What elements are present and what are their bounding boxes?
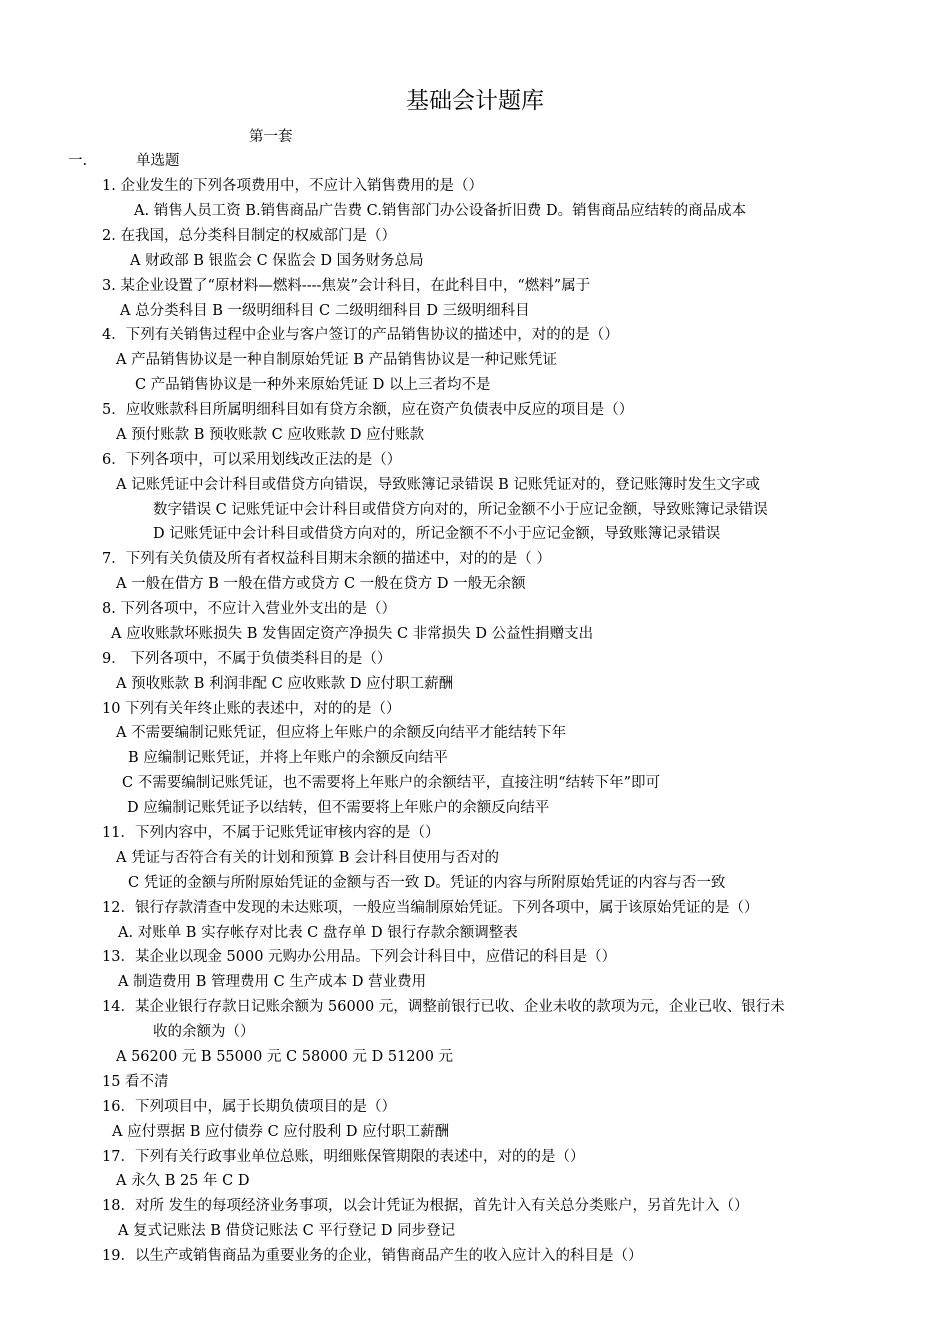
option-line: B 应编制记账凭证，并将上年账户的余额反向结平 [128, 750, 448, 766]
question-line: 19．以生产或销售商品为重要业务的企业，销售商品产生的收入应计入的科目是（） [102, 1248, 643, 1264]
question-line: 7．下列有关负债及所有者权益科目期末余额的描述中，对的的是（ ） [102, 551, 551, 567]
section-number: 一. [68, 153, 88, 169]
option-line: A 财政部 B 银监会 C 保监会 D 国务财务总局 [130, 253, 424, 269]
question-line: 11．下列内容中，不属于记账凭证审核内容的是（） [102, 825, 440, 841]
question-line: 12．银行存款清查中发现的未达账项，一般应当编制原始凭证。下列各项中，属于该原始凭证的是（） [102, 900, 759, 916]
question-line: 5．应收账款科目所属明细科目如有贷方余额，应在资产负债表中反应的项目是（） [102, 402, 634, 418]
section-title: 单选题 [136, 153, 180, 169]
option-line: A 预付账款 B 预收账款 C 应收账款 D 应付账款 [116, 427, 425, 443]
question-line: 8. 下列各项中，不应计入营业外支出的是（） [102, 601, 396, 617]
question-line: 18．对所 发生的每项经济业务事项，以会计凭证为根据，首先计入有关总分类账户，另首先计入（） [102, 1198, 749, 1214]
question-line: 16．下列项目中，属于长期负债项目的是（） [102, 1099, 396, 1115]
option-line: A 一般在借方 B 一般在借方或贷方 C 一般在贷方 D 一般无余额 [116, 576, 526, 592]
option-line: A 预收账款 B 利润非配 C 应收账款 D 应付职工薪酬 [116, 676, 454, 692]
option-line: D 记账凭证中会计科目或借贷方向对的，所记金额不不小于应记金额，导致账簿记录错误 [153, 526, 721, 542]
option-line: A 应收账款坏账损失 B 发售固定资产净损失 C 非常损失 D 公益性捐赠支出 [111, 626, 594, 642]
question-line: 4．下列有关销售过程中企业与客户签订的产品销售协议的描述中，对的的是（） [102, 327, 619, 343]
question-line: 15 看不清 [102, 1074, 169, 1090]
option-line: A 复式记账法 B 借贷记账法 C 平行登记 D 同步登记 [118, 1223, 456, 1239]
option-line: A 记账凭证中会计科目或借贷方向错误，导致账簿记录错误 B 记账凭证对的，登记账簿时发生文字或 [116, 477, 760, 493]
option-line: C 凭证的金额与所附原始凭证的金额与否一致 D。凭证的内容与所附原始凭证的内容与否一致 [128, 875, 726, 891]
question-line: 9． 下列各项中，不属于负债类科目的是（） [102, 651, 392, 667]
option-line: A. 销售人员工资 B.销售商品广告费 C.销售部门办公设备折旧费 D。销售商品应结转的商品成本 [134, 203, 747, 219]
subtitle: 第一套 [249, 129, 293, 145]
option-line: A 应付票据 B 应付债券 C 应付股利 D 应付职工薪酬 [112, 1124, 450, 1140]
page-title: 基础会计题库 [406, 88, 544, 114]
question-line: 6．下列各项中，可以采用划线改正法的是（） [102, 452, 402, 468]
option-line: A 永久 B 25 年 C D [116, 1173, 250, 1189]
question-line: 2. 在我国，总分类科目制定的权威部门是（） [102, 228, 396, 244]
question-line: 13．某企业以现金 5000 元购办公用品。下列会计科目中，应借记的科目是（） [102, 949, 617, 965]
option-line: A 总分类科目 B 一级明细科目 C 二级明细科目 D 三级明细科目 [120, 303, 530, 319]
option-line: A 产品销售协议是一种自制原始凭证 B 产品销售协议是一种记账凭证 [116, 352, 557, 368]
question-line: 17．下列有关行政事业单位总账，明细账保管期限的表述中，对的的是（） [102, 1149, 585, 1165]
option-line: A 凭证与否符合有关的计划和预算 B 会计科目使用与否对的 [116, 850, 499, 866]
question-line: 14．某企业银行存款日记账余额为 56000 元，调整前银行已收、企业未收的款项为元，企业已收、银行未 [102, 999, 785, 1015]
option-line: A 制造费用 B 管理费用 C 生产成本 D 营业费用 [118, 974, 427, 990]
option-line: 数字错误 C 记账凭证中会计科目或借贷方向对的，所记金额不小于应记金额，导致账簿记录错误 [153, 502, 768, 518]
question-line: 1. 企业发生的下列各项费用中，不应计入销售费用的是（） [102, 178, 483, 194]
question-line: 10 下列有关年终止账的表述中，对的的是（） [102, 701, 401, 717]
question-line: 3. 某企业设置了“原材料—燃料----焦炭”会计科目，在此科目中，“燃料”属于 [102, 278, 591, 294]
option-line: D 应编制记账凭证予以结转，但不需要将上年账户的余额反向结平 [127, 800, 550, 816]
option-line: A 56200 元 B 55000 元 C 58000 元 D 51200 元 [116, 1049, 454, 1065]
option-line: A 不需要编制记账凭证，但应将上年账户的余额反向结平才能结转下年 [116, 725, 567, 741]
question-line: 收的余额为（） [153, 1024, 255, 1040]
option-line: A. 对账单 B 实存帐存对比表 C 盘存单 D 银行存款余额调整表 [118, 925, 518, 941]
option-line: C 产品销售协议是一种外来原始凭证 D 以上三者均不是 [135, 377, 491, 393]
option-line: C 不需要编制记账凭证，也不需要将上年账户的余额结平，直接注明“结转下年”即可 [122, 775, 661, 791]
